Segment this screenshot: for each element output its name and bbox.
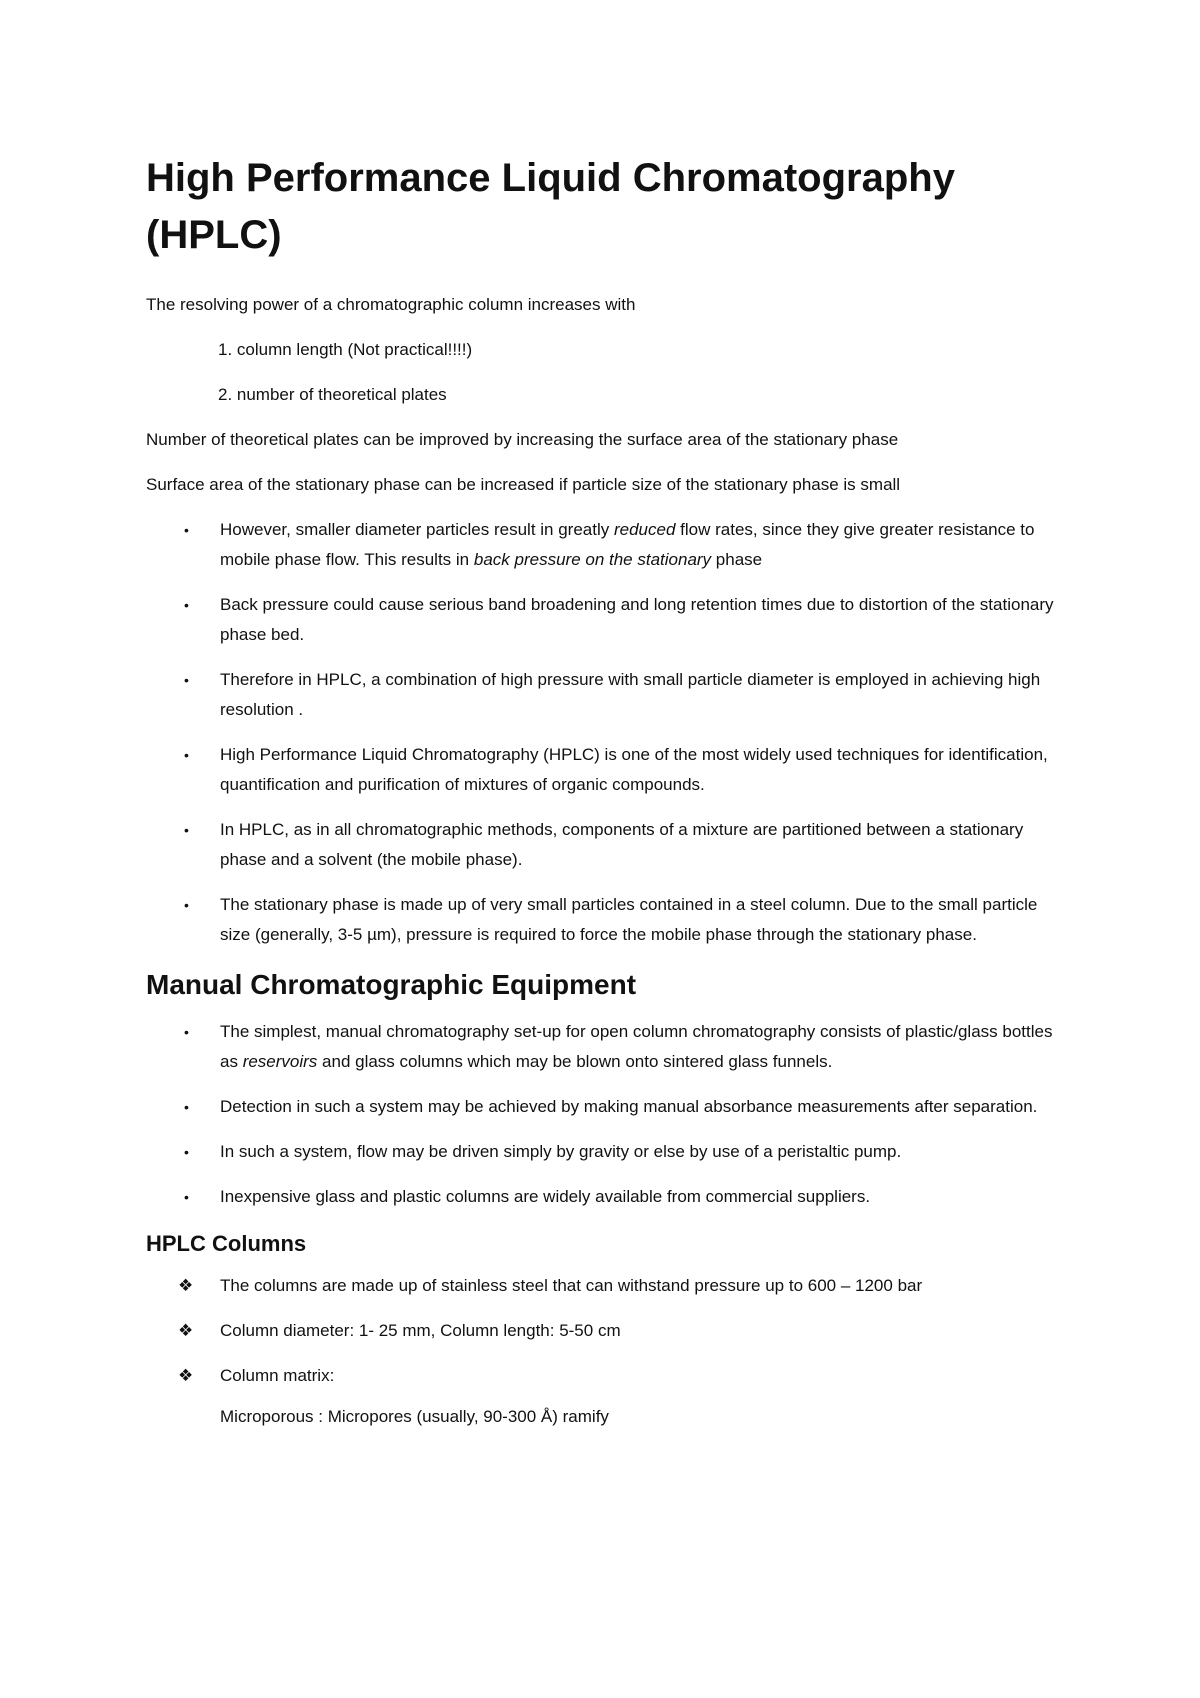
list-item: • The simplest, manual chromatography set-up for open column chromatography consists of plastic/glass bottles as reservoirs and glass columns which may be blown onto sintered glass funnels. — [146, 1017, 1070, 1077]
diamond-bullet-icon: ❖ — [178, 1276, 194, 1295]
list-item: • In such a system, flow may be driven simply by gravity or else by use of a peristaltic pump. — [146, 1137, 1070, 1167]
bullet-icon: • — [184, 1144, 189, 1160]
list-item: ❖ The columns are made up of stainless steel that can withstand pressure up to 600 – 1200 bar — [146, 1271, 1070, 1301]
list-item: ❖ Column diameter: 1- 25 mm, Column length: 5-50 cm — [146, 1316, 1070, 1346]
intro-text: The resolving power of a chromatographic column increases with — [146, 295, 636, 314]
list-item: • Therefore in HPLC, a combination of high pressure with small particle diameter is employed in achieving high resolution . — [146, 665, 1070, 725]
numbered-item-1: 1. column length (Not practical!!!!) — [218, 340, 473, 359]
section-heading-manual-equipment: Manual Chromatographic Equipment — [146, 969, 637, 1000]
list-item: ❖ Column matrix: — [146, 1361, 1070, 1391]
hplc-columns-list — [146, 1271, 1070, 1391]
emphasis-text: reservoirs — [242, 1052, 318, 1071]
list-item: • In HPLC, as in all chromatographic methods, components of a mixture are partitioned between a stationary phase and a solvent (the mobile phase). — [146, 815, 1070, 875]
list-item: • Detection in such a system may be achieved by making manual absorbance measurements after separation. — [146, 1092, 1070, 1122]
column-matrix-detail: Microporous : Micropores (usually, 90-300 Å) ramify — [220, 1407, 609, 1426]
paragraph-theoretical-plates: Number of theoretical plates can be improved by increasing the surface area of the stationary phase — [146, 430, 899, 449]
bullet-icon: • — [184, 1024, 189, 1040]
manual-equipment-list — [146, 1017, 1070, 1212]
bullet-icon: • — [184, 747, 189, 763]
bullet-icon: • — [184, 672, 189, 688]
diamond-bullet-icon: ❖ — [178, 1366, 194, 1385]
bullet-icon: • — [184, 897, 189, 913]
list-item: • High Performance Liquid Chromatography (HPLC) is one of the most widely used techniques for identification, quantification and purification of mixtures of organic compounds. — [146, 740, 1070, 800]
numbered-item-2: 2. number of theoretical plates — [218, 385, 447, 404]
bullet-icon: • — [184, 1189, 189, 1205]
bullet-icon: • — [184, 597, 189, 613]
bullet-icon: • — [184, 1099, 189, 1115]
bullet-icon: • — [184, 822, 189, 838]
emphasis-text: back pressure on the stationary — [473, 550, 712, 569]
paragraph-surface-area: Surface area of the stationary phase can be increased if particle size of the stationary phase is small — [146, 475, 901, 494]
list-item: • The stationary phase is made up of very small particles contained in a steel column. Due to the small particle size (generally, 3-5 µm), pressure is required to force the mobile phase through the stationary phase. — [146, 890, 1070, 950]
diamond-bullet-icon: ❖ — [178, 1321, 194, 1340]
list-item: • Inexpensive glass and plastic columns are widely available from commercial suppliers. — [146, 1182, 1070, 1212]
section-heading-hplc-columns: HPLC Columns — [146, 1231, 307, 1256]
emphasis-text: reduced — [613, 520, 676, 539]
list-item: • Back pressure could cause serious band broadening and long retention times due to distortion of the stationary phase bed. — [146, 590, 1070, 650]
page-title: High Performance Liquid Chromatography (HPLC) — [146, 156, 955, 257]
bullet-icon: • — [184, 522, 189, 538]
list-item: • However, smaller diameter particles result in greatly reduced flow rates, since they give greater resistance to mobile phase flow. This results in back pressure on the stationary phase — [146, 515, 1070, 575]
hplc-bullet-list — [146, 515, 1070, 950]
